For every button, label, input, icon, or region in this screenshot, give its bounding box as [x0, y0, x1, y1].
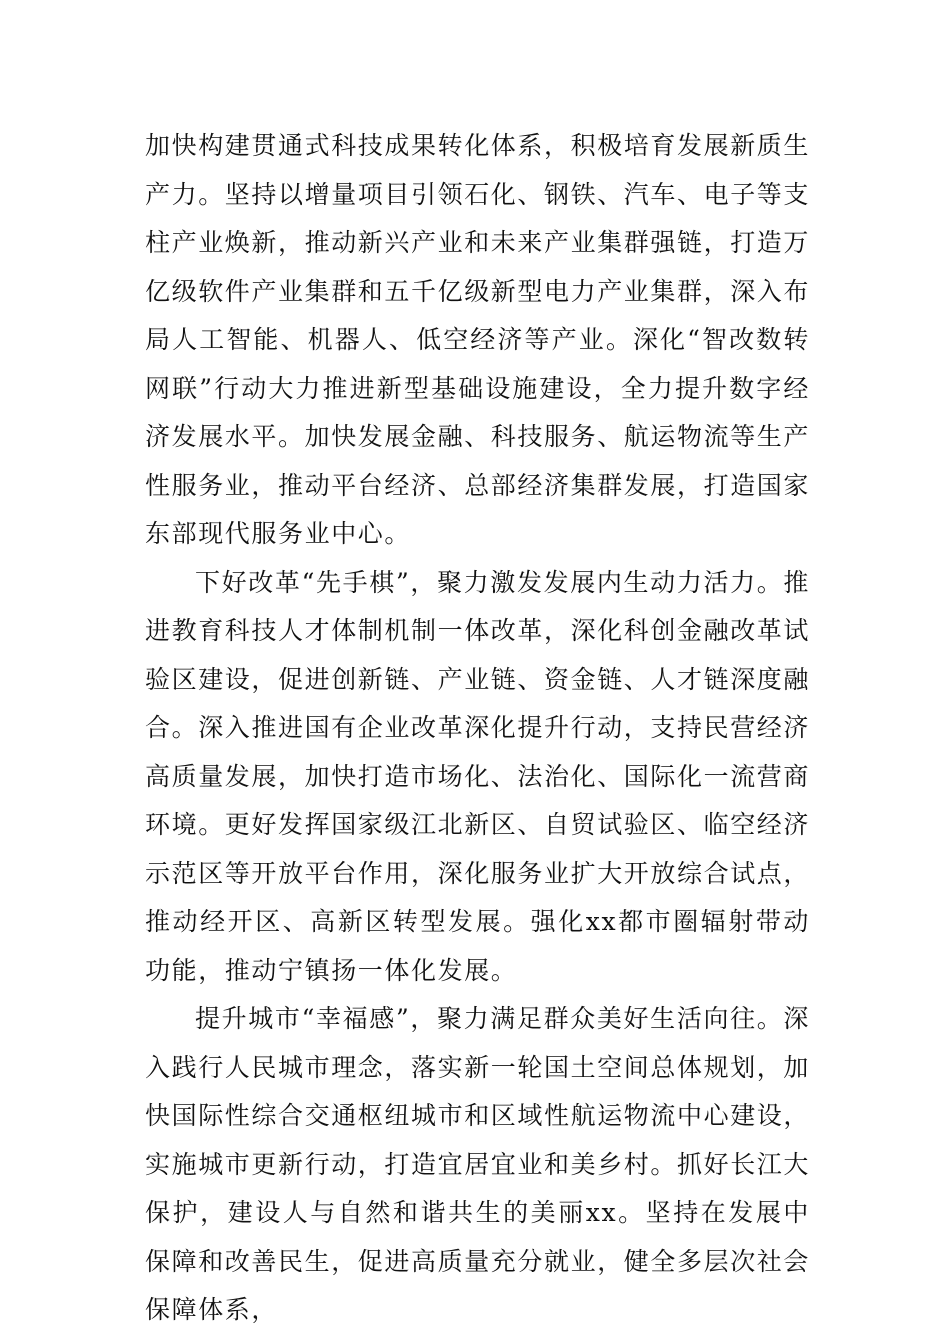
paragraph-reform: 下好改革“先手棋”，聚力激发发展内生动力活力。推进教育科技人才体制机制一体改革，深化科创金融改革试验区建设，促进创新链、产业链、资金链、人才链深度融合。深入推进国有企业改革深化提升行动，支持民营经济高质量发展，加快打造市场化、法治化、国际化一流营商环境。更好发挥国家级江北新区、自贸试验区、临空经济示范区等开放平台作用，深化服务业扩大开放综合试点，推动经开区、高新区转型发展。强化xx都市圈辐射带动功能，推动宁镇扬一体化发展。: [145, 567, 811, 985]
paragraph-tech-industry: 加快构建贯通式科技成果转化体系，积极培育发展新质生产力。坚持以增量项目引领石化、钢铁、汽车、电子等支柱产业焕新，推动新兴产业和未来产业集群强链，打造万亿级软件产业集群和五千亿级新型电力产业集群，深入布局人工智能、机器人、低空经济等产业。深化“智改数转网联”行动大力推进新型基础设施建设，全力提升数字经济发展水平。加快发展金融、科技服务、航运物流等生产性服务业，推动平台经济、总部经济集群发展，打造国家东部现代服务业中心。: [145, 131, 811, 548]
document-body: [145, 122, 810, 1335]
paragraph-city-wellbeing: 提升城市“幸福感”，聚力满足群众美好生活向往。深入践行人民城市理念，落实新一轮国土空间总体规划，加快国际性综合交通枢纽城市和区域性航运物流中心建设，实施城市更新行动，打造宜居宜业和美乡村。抓好长江大保护，建设人与自然和谐共生的美丽xx。坚持在发展中保障和改善民生，促进高质量充分就业，健全多层次社会保障体系，: [145, 1004, 811, 1324]
